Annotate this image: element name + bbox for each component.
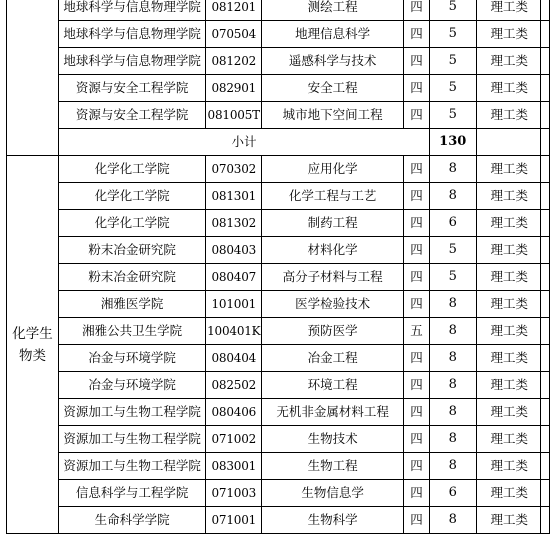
- major-name-cell: 制药工程: [262, 210, 404, 237]
- trailing-cell: [540, 345, 549, 372]
- category-cell: 理工类: [476, 507, 540, 534]
- table-row: [7, 75, 550, 102]
- quota-cell: 8: [429, 399, 476, 426]
- college-cell: 化学化工学院: [59, 183, 206, 210]
- major-name-cell: 医学检验技术: [262, 291, 404, 318]
- group-cell-continued: [7, 0, 59, 156]
- college-cell: 资源与安全工程学院: [59, 75, 206, 102]
- duration-cell: 四: [403, 345, 429, 372]
- major-code-cell: 081005T: [206, 102, 262, 129]
- table-row: [7, 21, 550, 48]
- college-cell: 地球科学与信息物理学院: [59, 0, 206, 21]
- category-cell: 理工类: [476, 453, 540, 480]
- college-cell: 地球科学与信息物理学院: [59, 21, 206, 48]
- subtotal-empty: [476, 129, 540, 156]
- major-code-cell: 082502: [206, 372, 262, 399]
- duration-cell: 四: [403, 0, 429, 21]
- trailing-cell: [540, 399, 549, 426]
- college-cell: 粉末冶金研究院: [59, 237, 206, 264]
- table-row: [7, 48, 550, 75]
- trailing-cell: [540, 318, 549, 345]
- duration-cell: 四: [403, 480, 429, 507]
- major-code-cell: 080406: [206, 399, 262, 426]
- quota-cell: 8: [429, 183, 476, 210]
- trailing-cell: [540, 507, 549, 534]
- duration-cell: 四: [403, 21, 429, 48]
- major-name-cell: 冶金工程: [262, 345, 404, 372]
- quota-cell: 8: [429, 453, 476, 480]
- table-row: [7, 372, 550, 399]
- major-code-cell: 100401K: [206, 318, 262, 345]
- duration-cell: 四: [403, 48, 429, 75]
- college-cell: 湘雅公共卫生学院: [59, 318, 206, 345]
- major-name-cell: 环境工程: [262, 372, 404, 399]
- major-name-cell: 高分子材料与工程: [262, 264, 404, 291]
- table-row: [7, 426, 550, 453]
- quota-cell: 5: [429, 237, 476, 264]
- trailing-cell: [540, 372, 549, 399]
- table-row: [7, 399, 550, 426]
- trailing-cell: [540, 480, 549, 507]
- table-row: [7, 156, 550, 183]
- major-name-cell: 无机非金属材料工程: [262, 399, 404, 426]
- major-code-cell: 101001: [206, 291, 262, 318]
- category-cell: 理工类: [476, 102, 540, 129]
- table-row: [7, 291, 550, 318]
- subtotal-value: 130: [429, 129, 476, 156]
- major-name-cell: 遥感科学与技术: [262, 48, 404, 75]
- college-cell: 粉末冶金研究院: [59, 264, 206, 291]
- major-name-cell: 测绘工程: [262, 0, 404, 21]
- trailing-cell: [540, 210, 549, 237]
- college-cell: 地球科学与信息物理学院: [59, 48, 206, 75]
- enrollment-table: [6, 0, 550, 534]
- table-row: [7, 264, 550, 291]
- major-code-cell: 081202: [206, 48, 262, 75]
- table-row: [7, 0, 550, 21]
- table-row: [7, 507, 550, 534]
- quota-cell: 8: [429, 426, 476, 453]
- duration-cell: 四: [403, 426, 429, 453]
- trailing-cell: [540, 183, 549, 210]
- major-name-cell: 安全工程: [262, 75, 404, 102]
- quota-cell: 5: [429, 0, 476, 21]
- major-name-cell: 材料化学: [262, 237, 404, 264]
- trailing-cell: [540, 0, 549, 21]
- quota-cell: 8: [429, 372, 476, 399]
- category-cell: 理工类: [476, 264, 540, 291]
- category-cell: 理工类: [476, 372, 540, 399]
- major-code-cell: 081301: [206, 183, 262, 210]
- major-code-cell: 070504: [206, 21, 262, 48]
- quota-cell: 6: [429, 480, 476, 507]
- college-cell: 湘雅医学院: [59, 291, 206, 318]
- duration-cell: 四: [403, 183, 429, 210]
- table-row: [7, 210, 550, 237]
- trailing-cell: [540, 237, 549, 264]
- college-cell: 信息科学与工程学院: [59, 480, 206, 507]
- quota-cell: 5: [429, 48, 476, 75]
- category-cell: 理工类: [476, 21, 540, 48]
- trailing-cell: [540, 453, 549, 480]
- major-name-cell: 地理信息科学: [262, 21, 404, 48]
- major-code-cell: 080404: [206, 345, 262, 372]
- quota-cell: 5: [429, 264, 476, 291]
- college-cell: 化学化工学院: [59, 156, 206, 183]
- major-code-cell: 081302: [206, 210, 262, 237]
- table-row: [7, 318, 550, 345]
- category-cell: 理工类: [476, 237, 540, 264]
- duration-cell: 四: [403, 237, 429, 264]
- trailing-cell: [540, 48, 549, 75]
- category-cell: 理工类: [476, 183, 540, 210]
- quota-cell: 5: [429, 21, 476, 48]
- quota-cell: 8: [429, 345, 476, 372]
- major-code-cell: 070302: [206, 156, 262, 183]
- table-row: [7, 345, 550, 372]
- trailing-cell: [540, 102, 549, 129]
- trailing-cell: [540, 129, 549, 156]
- duration-cell: 四: [403, 291, 429, 318]
- group-label: 化学生物类: [7, 156, 59, 534]
- category-cell: 理工类: [476, 291, 540, 318]
- college-cell: 生命科学学院: [59, 507, 206, 534]
- category-cell: 理工类: [476, 426, 540, 453]
- table-row: [7, 102, 550, 129]
- major-code-cell: 081201: [206, 0, 262, 21]
- duration-cell: 四: [403, 507, 429, 534]
- category-cell: 理工类: [476, 75, 540, 102]
- quota-cell: 8: [429, 507, 476, 534]
- quota-cell: 5: [429, 75, 476, 102]
- quota-cell: 8: [429, 291, 476, 318]
- table-row: [7, 237, 550, 264]
- major-code-cell: 083001: [206, 453, 262, 480]
- subtotal-label: 小计: [59, 129, 430, 156]
- duration-cell: 四: [403, 156, 429, 183]
- college-cell: 资源与安全工程学院: [59, 102, 206, 129]
- major-name-cell: 应用化学: [262, 156, 404, 183]
- college-cell: 冶金与环境学院: [59, 372, 206, 399]
- duration-cell: 四: [403, 399, 429, 426]
- duration-cell: 四: [403, 372, 429, 399]
- duration-cell: 四: [403, 453, 429, 480]
- major-code-cell: 080407: [206, 264, 262, 291]
- category-cell: 理工类: [476, 318, 540, 345]
- quota-cell: 8: [429, 156, 476, 183]
- major-code-cell: 071002: [206, 426, 262, 453]
- major-name-cell: 生物信息学: [262, 480, 404, 507]
- quota-cell: 8: [429, 318, 476, 345]
- duration-cell: 四: [403, 75, 429, 102]
- major-code-cell: 082901: [206, 75, 262, 102]
- major-name-cell: 生物技术: [262, 426, 404, 453]
- trailing-cell: [540, 75, 549, 102]
- category-cell: 理工类: [476, 156, 540, 183]
- category-cell: 理工类: [476, 399, 540, 426]
- major-name-cell: 化学工程与工艺: [262, 183, 404, 210]
- duration-cell: 五: [403, 318, 429, 345]
- category-cell: 理工类: [476, 480, 540, 507]
- duration-cell: 四: [403, 264, 429, 291]
- trailing-cell: [540, 291, 549, 318]
- trailing-cell: [540, 156, 549, 183]
- category-cell: 理工类: [476, 210, 540, 237]
- duration-cell: 四: [403, 102, 429, 129]
- major-code-cell: 071003: [206, 480, 262, 507]
- category-cell: 理工类: [476, 345, 540, 372]
- trailing-cell: [540, 426, 549, 453]
- college-cell: 资源加工与生物工程学院: [59, 399, 206, 426]
- college-cell: 资源加工与生物工程学院: [59, 453, 206, 480]
- category-cell: 理工类: [476, 48, 540, 75]
- major-code-cell: 080403: [206, 237, 262, 264]
- table-row: [7, 183, 550, 210]
- table-row: [7, 453, 550, 480]
- major-name-cell: 生物工程: [262, 453, 404, 480]
- college-cell: 资源加工与生物工程学院: [59, 426, 206, 453]
- table-body: [7, 0, 550, 534]
- college-cell: 冶金与环境学院: [59, 345, 206, 372]
- college-cell: 化学化工学院: [59, 210, 206, 237]
- quota-cell: 6: [429, 210, 476, 237]
- duration-cell: 四: [403, 210, 429, 237]
- subtotal-row: [7, 129, 550, 156]
- major-name-cell: 生物科学: [262, 507, 404, 534]
- major-name-cell: 预防医学: [262, 318, 404, 345]
- trailing-cell: [540, 21, 549, 48]
- category-cell: 理工类: [476, 0, 540, 21]
- trailing-cell: [540, 264, 549, 291]
- quota-cell: 5: [429, 102, 476, 129]
- table-row: [7, 480, 550, 507]
- major-name-cell: 城市地下空间工程: [262, 102, 404, 129]
- major-code-cell: 071001: [206, 507, 262, 534]
